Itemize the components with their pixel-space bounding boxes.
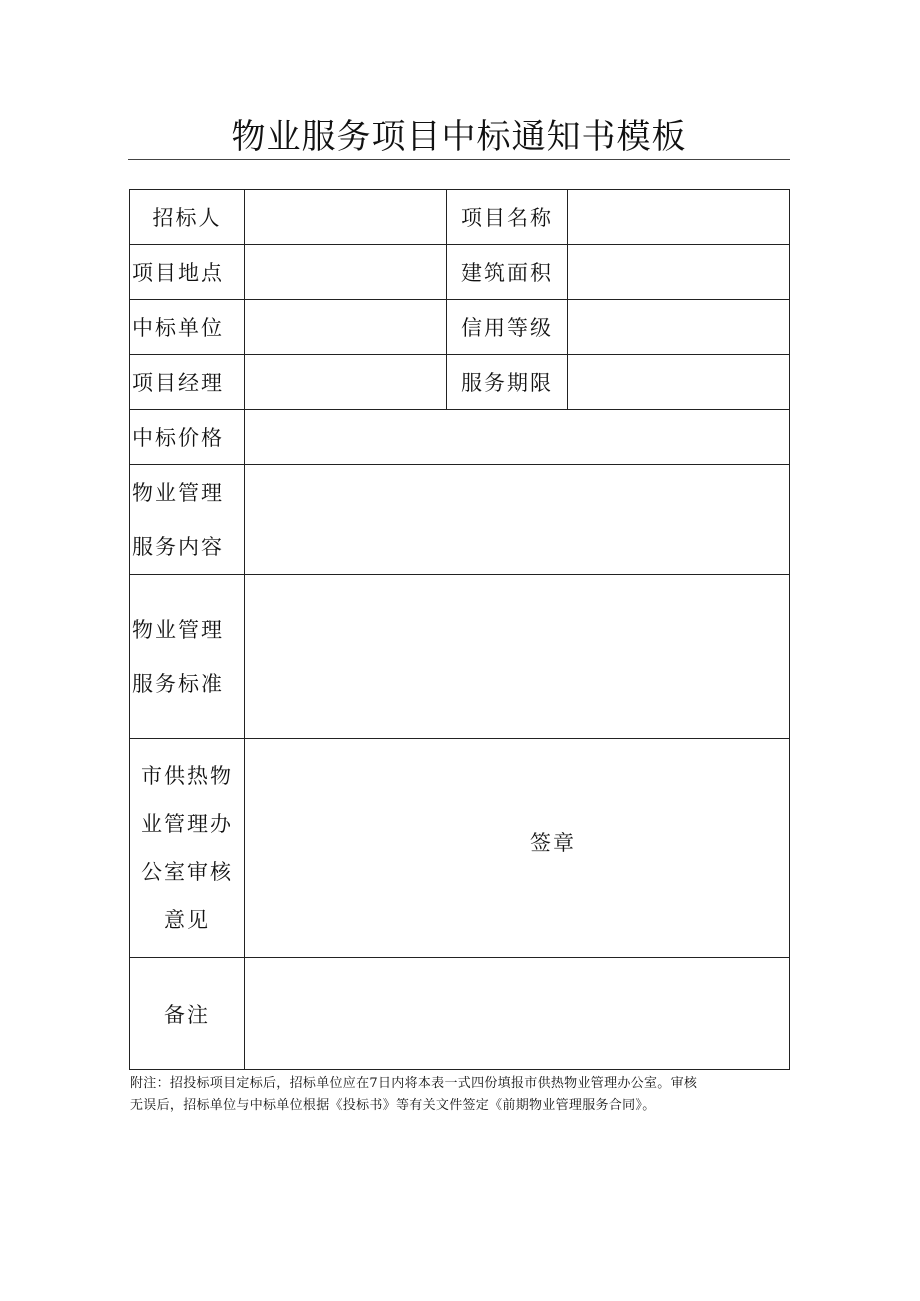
field-winning-price[interactable] [245, 410, 790, 465]
field-building-area[interactable] [568, 245, 790, 300]
label-service-content-line1: 物业管理 [132, 480, 224, 505]
field-project-location[interactable] [245, 245, 447, 300]
label-winning-price: 中标价格 [130, 410, 245, 465]
label-remarks: 备注 [130, 958, 245, 1070]
field-winning-unit[interactable] [245, 300, 447, 355]
footnote-line2: 无误后，招标单位与中标单位根据《投标书》等有关文件签定《前期物业管理服务合同》。 [130, 1098, 656, 1113]
stamp-label: 签章 [530, 831, 576, 855]
label-service-standard [130, 575, 245, 739]
field-credit-rating[interactable] [568, 300, 790, 355]
field-review-opinion[interactable] [245, 739, 790, 958]
field-bidder[interactable] [245, 190, 447, 245]
form-row-service-content [130, 465, 790, 575]
label-credit-rating: 信用等级 [447, 300, 568, 355]
field-remarks[interactable] [245, 958, 790, 1070]
label-winning-unit: 中标单位 [130, 300, 245, 355]
label-service-content-line2: 服务内容 [132, 534, 224, 559]
label-review-line3: 公室审核 [141, 860, 233, 884]
form-row-manager [130, 355, 790, 410]
field-service-period[interactable] [568, 355, 790, 410]
label-review-line4: 意见 [164, 908, 210, 932]
form-row-winner [130, 300, 790, 355]
label-review-line1: 市供热物 [141, 764, 233, 788]
label-review-line2: 业管理办 [141, 812, 233, 836]
title-underline [128, 159, 790, 160]
field-project-name[interactable] [568, 190, 790, 245]
footnote [130, 1073, 795, 1117]
label-service-standard-line1: 物业管理 [132, 617, 224, 642]
label-service-standard-line2: 服务标准 [132, 671, 224, 696]
label-project-name: 项目名称 [447, 190, 568, 245]
label-service-content [130, 465, 245, 575]
form-row-price [130, 410, 790, 465]
label-review-opinion [130, 739, 245, 958]
field-service-standard[interactable] [245, 575, 790, 739]
form-row-location [130, 245, 790, 300]
form-row-bidder [130, 190, 790, 245]
notice-form-table [129, 189, 790, 1070]
form-row-remarks [130, 958, 790, 1070]
document-title: 物业服务项目中标通知书模板 [231, 117, 687, 157]
label-building-area: 建筑面积 [447, 245, 568, 300]
field-service-content[interactable] [245, 465, 790, 575]
label-project-location: 项目地点 [130, 245, 245, 300]
footnote-line1: 附注：招投标项目定标后，招标单位应在7日内将本表一式四份填报市供热物业管理办公室。审核 [130, 1076, 698, 1091]
label-project-manager: 项目经理 [130, 355, 245, 410]
field-project-manager[interactable] [245, 355, 447, 410]
label-bidder: 招标人 [130, 190, 245, 245]
label-service-period: 服务期限 [447, 355, 568, 410]
form-row-service-standard [130, 575, 790, 739]
form-row-review [130, 739, 790, 958]
